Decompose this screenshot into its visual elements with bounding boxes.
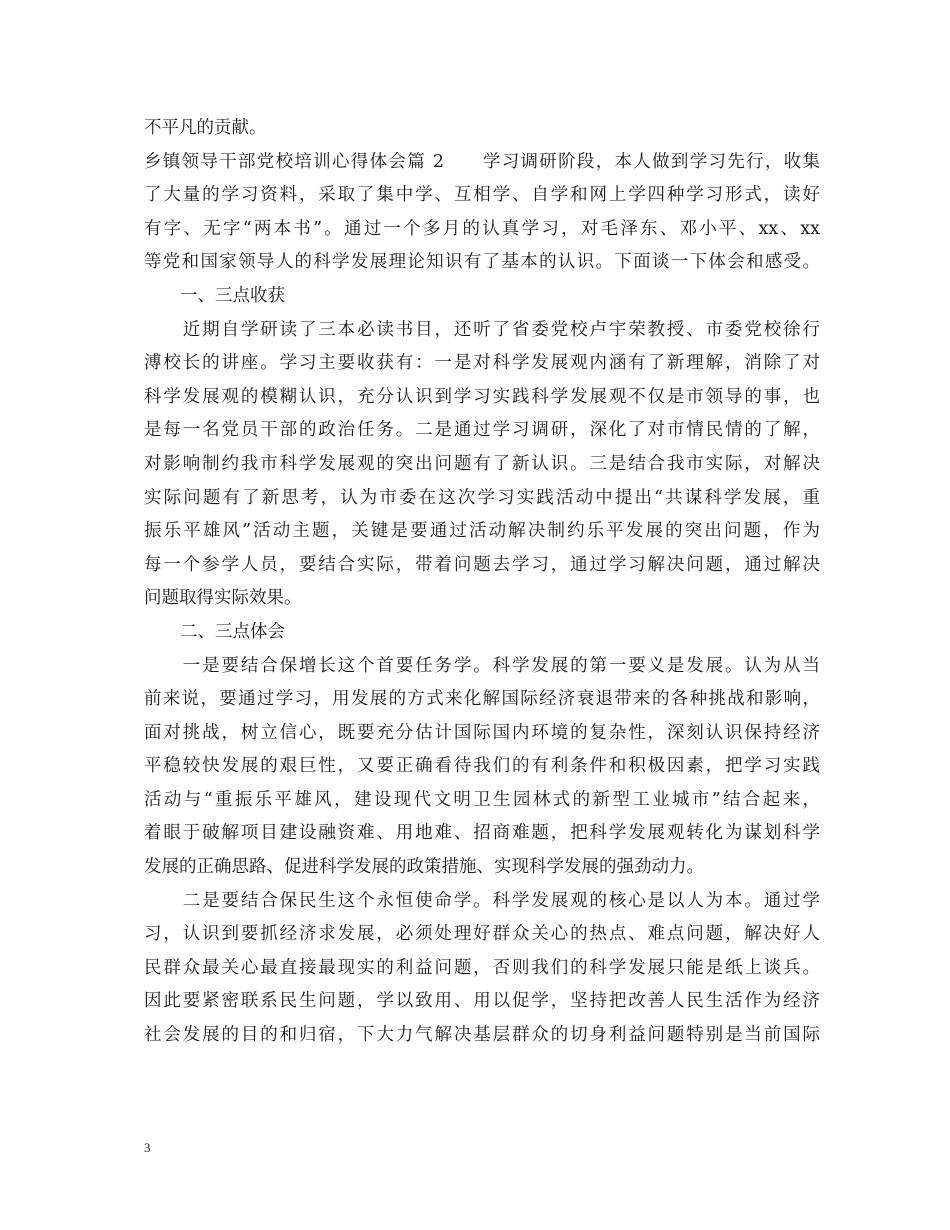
text-line: 是每一名党员干部的政治任务。二是通过学习调研，深化了对市情民情的了解， <box>144 420 820 441</box>
text-line: 了大量的学习资料，采取了集中学、互相学、自学和网上学四种学习形式，读好 <box>144 185 820 206</box>
text-line: 民群众最关心最直接最现实的利益问题，否则我们的科学发展只能是纸上谈兵。 <box>144 957 820 978</box>
text-line: 发展的正确思路、促进科学发展的政策措施、实现科学发展的强劲动力。 <box>144 857 704 878</box>
document-body <box>144 112 820 1053</box>
text-line: 振乐平雄风”活动主题，关键是要通过活动解决制约乐平发展的突出问题，作为 <box>144 521 820 542</box>
section-heading: 二、三点体会 <box>180 621 285 642</box>
text-line: 对影响制约我市科学发展观的突出问题有了新认识。三是结合我市实际，对解决 <box>144 453 820 474</box>
text-line: 近期自学研读了三本必读书目，还听了省委党校卢宇荣教授、市委党校徐行 <box>144 319 820 340</box>
text-line: 前来说，要通过学习，用发展的方式来化解国际经济衰退带来的各种挑战和影响， <box>144 689 820 710</box>
text-line: 不平凡的贡献。 <box>144 118 267 138</box>
text-line: 着眼于破解项目建设融资难、用地难、招商难题，把科学发展观转化为谋划科学 <box>144 823 820 844</box>
page-number: 3 <box>144 1140 151 1155</box>
text-line: 二是要结合保民生这个永恒使命学。科学发展观的核心是以人为本。通过学 <box>144 890 820 911</box>
text-line: 面对挑战，树立信心，既要充分估计国际国内环境的复杂性，深刻认识保持经济 <box>144 722 820 743</box>
text-line: 一是要结合保增长这个首要任务学。科学发展的第一要义是发展。认为从当 <box>144 655 820 676</box>
text-line: 习，认识到要抓经济求发展，必须处理好群众关心的热点、难点问题，解决好人 <box>144 924 820 945</box>
text-line: 科学发展观的模糊认识，充分认识到学习实践科学发展观不仅是市领导的事，也 <box>144 386 820 407</box>
text-line: 每一个参学人员，要结合实际，带着问题去学习，通过学习解决问题，通过解决 <box>144 554 820 575</box>
text-line: 活动与“重振乐平雄风，建设现代文明卫生园林式的新型工业城市”结合起来， <box>144 789 820 810</box>
text-line: 溥校长的讲座。学习主要收获有：一是对科学发展观内涵有了新理解，消除了对 <box>144 353 820 374</box>
text-line: 等党和国家领导人的科学发展理论知识有了基本的认识。下面谈一下体会和感受。 <box>144 252 820 273</box>
text-line: 有字、无字“两本书”。通过一个多月的认真学习，对毛泽东、邓小平、xx、xx <box>144 218 820 239</box>
text-line: 社会发展的目的和归宿，下大力气解决基层群众的切身利益问题特别是当前国际 <box>144 1025 820 1046</box>
text-line: 乡镇领导干部党校培训心得体会篇 2 学习调研阶段，本人做到学习先行，收集 <box>144 151 820 172</box>
section-heading: 一、三点收获 <box>180 285 285 306</box>
text-line: 问题取得实际效果。 <box>144 588 302 609</box>
text-line: 因此要紧密联系民生问题，学以致用、用以促学，坚持把改善人民生活作为经济 <box>144 991 820 1012</box>
text-line: 平稳较快发展的艰巨性，又要正确看待我们的有利条件和积极因素，把学习实践 <box>144 756 820 777</box>
text-line: 实际问题有了新思考，认为市委在这次学习实践活动中提出“共谋科学发展，重 <box>144 487 820 508</box>
